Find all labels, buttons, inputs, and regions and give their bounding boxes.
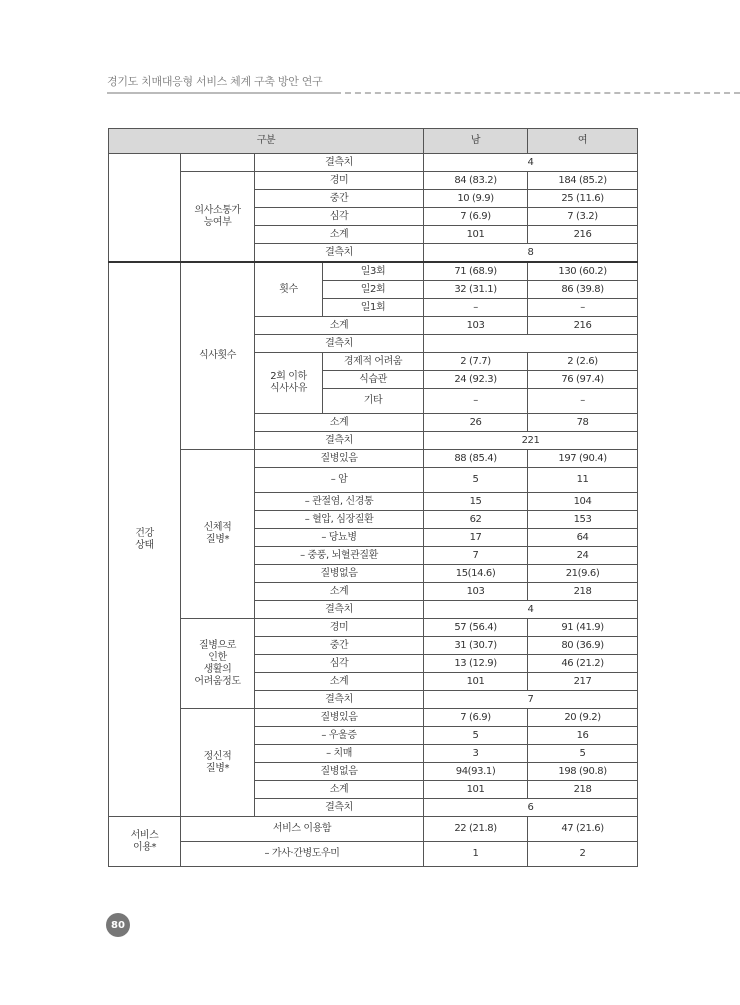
header-rule-solid [107, 92, 335, 94]
cell-female: 64 [528, 529, 638, 547]
row-label: 결측치 [255, 691, 424, 709]
cell-male: 13 (12.9) [424, 655, 528, 673]
cell-female: 16 [528, 727, 638, 745]
row-label: 결측치 [255, 154, 424, 172]
cell-male: 17 [424, 529, 528, 547]
cell-male: 15 [424, 493, 528, 511]
header-female: 여 [528, 129, 638, 154]
row-label: 심각 [255, 655, 424, 673]
subgroup-cell-prev [181, 154, 255, 172]
row-value: 4 [424, 154, 638, 172]
row-label: 소계 [255, 673, 424, 691]
cell-female: 5 [528, 745, 638, 763]
row-label: 기타 [323, 389, 424, 414]
cell-male: 7 [424, 547, 528, 565]
cell-female: 91 (41.9) [528, 619, 638, 637]
row-label: – 혈압, 심장질환 [255, 511, 424, 529]
row-value: 4 [424, 601, 638, 619]
cell-male: 31 (30.7) [424, 637, 528, 655]
cell-female: 80 (36.9) [528, 637, 638, 655]
row-label: – 중풍, 뇌혈관질환 [255, 547, 424, 565]
row-label: 경미 [255, 172, 424, 190]
row-label: 소계 [255, 781, 424, 799]
cell-female: 216 [528, 226, 638, 244]
row-label: – 암 [255, 468, 424, 493]
group-health: 건강 상태 [109, 262, 181, 817]
cell-male: 10 (9.9) [424, 190, 528, 208]
cell-female: 21(9.6) [528, 565, 638, 583]
cell-male: 24 (92.3) [424, 371, 528, 389]
row-label: 소계 [255, 583, 424, 601]
row-label: 일3회 [323, 262, 424, 281]
cell-female: 197 (90.4) [528, 450, 638, 468]
cell-male: 3 [424, 745, 528, 763]
group-cell-prev [109, 154, 181, 263]
cell-male: 101 [424, 226, 528, 244]
cell-female: 76 (97.4) [528, 371, 638, 389]
row-value: 8 [424, 244, 638, 263]
table-header-row [109, 129, 638, 154]
row-label: 일1회 [323, 299, 424, 317]
row-label: 소계 [255, 317, 424, 335]
row-label: 중간 [255, 637, 424, 655]
cell-female: – [528, 299, 638, 317]
survey-results-table [108, 128, 638, 867]
subsub-reason: 2회 이하 식사사유 [255, 353, 323, 414]
subgroup-communication: 의사소통가 능여부 [181, 172, 255, 263]
row-label: 경미 [255, 619, 424, 637]
cell-male: 5 [424, 727, 528, 745]
table-row [109, 262, 638, 281]
cell-female: 218 [528, 583, 638, 601]
cell-female: 78 [528, 414, 638, 432]
row-label: 질병있음 [255, 450, 424, 468]
row-label: – 관절염, 신경통 [255, 493, 424, 511]
subgroup-difficulty: 질병으로 인한 생활의 어려움정도 [181, 619, 255, 709]
page-number-badge: 80 [106, 913, 130, 937]
cell-female: – [528, 389, 638, 414]
cell-female: 130 (60.2) [528, 262, 638, 281]
row-label: 질병없음 [255, 565, 424, 583]
cell-female: 11 [528, 468, 638, 493]
cell-male: 84 (83.2) [424, 172, 528, 190]
cell-male: 103 [424, 583, 528, 601]
cell-female: 20 (9.2) [528, 709, 638, 727]
row-label: – 우울증 [255, 727, 424, 745]
cell-female: 46 (21.2) [528, 655, 638, 673]
row-label: 심각 [255, 208, 424, 226]
row-label: 결측치 [255, 799, 424, 817]
running-header-title: 경기도 치매대응형 서비스 체계 구축 방안 연구 [107, 75, 323, 88]
table-row [109, 172, 638, 190]
header-male: 남 [424, 129, 528, 154]
cell-female: 25 (11.6) [528, 190, 638, 208]
row-value: 221 [424, 432, 638, 450]
cell-female: 217 [528, 673, 638, 691]
row-label: 소계 [255, 226, 424, 244]
cell-female: 2 (2.6) [528, 353, 638, 371]
row-label: – 가사·간병도우미 [181, 842, 424, 867]
header-rule-dashed [335, 92, 740, 94]
row-label: 경제적 어려움 [323, 353, 424, 371]
row-value [424, 335, 638, 353]
cell-male: 7 (6.9) [424, 709, 528, 727]
cell-female: 153 [528, 511, 638, 529]
row-value: 6 [424, 799, 638, 817]
row-value: 7 [424, 691, 638, 709]
table-row [109, 842, 638, 867]
cell-female: 86 (39.8) [528, 281, 638, 299]
row-label: 서비스 이용함 [181, 817, 424, 842]
cell-male: 26 [424, 414, 528, 432]
row-label: 결측치 [255, 432, 424, 450]
row-label: – 당뇨병 [255, 529, 424, 547]
row-label: 질병없음 [255, 763, 424, 781]
cell-male: 7 (6.9) [424, 208, 528, 226]
cell-male: – [424, 299, 528, 317]
table-row [109, 450, 638, 468]
header-category: 구분 [109, 129, 424, 154]
cell-female: 104 [528, 493, 638, 511]
cell-male: 1 [424, 842, 528, 867]
cell-female: 184 (85.2) [528, 172, 638, 190]
cell-female: 2 [528, 842, 638, 867]
table-row [109, 154, 638, 172]
row-label: 질병있음 [255, 709, 424, 727]
cell-male: 101 [424, 673, 528, 691]
table-row [109, 619, 638, 637]
subgroup-mental: 정신적 질병* [181, 709, 255, 817]
cell-female: 218 [528, 781, 638, 799]
cell-female: 7 (3.2) [528, 208, 638, 226]
table-row [109, 709, 638, 727]
row-label: 결측치 [255, 601, 424, 619]
row-label: 결측치 [255, 335, 424, 353]
cell-male: 71 (68.9) [424, 262, 528, 281]
cell-male: 5 [424, 468, 528, 493]
cell-male: 32 (31.1) [424, 281, 528, 299]
cell-female: 198 (90.8) [528, 763, 638, 781]
cell-female: 24 [528, 547, 638, 565]
subgroup-meals: 식사횟수 [181, 262, 255, 450]
table-row [109, 817, 638, 842]
cell-male: 2 (7.7) [424, 353, 528, 371]
cell-male: 62 [424, 511, 528, 529]
cell-male: 57 (56.4) [424, 619, 528, 637]
cell-female: 47 (21.6) [528, 817, 638, 842]
row-label: 중간 [255, 190, 424, 208]
subgroup-physical: 신체적 질병* [181, 450, 255, 619]
row-label: 일2회 [323, 281, 424, 299]
cell-male: – [424, 389, 528, 414]
row-label: – 치매 [255, 745, 424, 763]
row-label: 소계 [255, 414, 424, 432]
cell-male: 22 (21.8) [424, 817, 528, 842]
row-label: 식습관 [323, 371, 424, 389]
row-label: 결측치 [255, 244, 424, 263]
cell-female: 216 [528, 317, 638, 335]
cell-male: 101 [424, 781, 528, 799]
cell-male: 15(14.6) [424, 565, 528, 583]
cell-male: 94(93.1) [424, 763, 528, 781]
cell-male: 103 [424, 317, 528, 335]
cell-male: 88 (85.4) [424, 450, 528, 468]
group-service: 서비스 이용* [109, 817, 181, 867]
subsub-frequency: 횟수 [255, 262, 323, 317]
